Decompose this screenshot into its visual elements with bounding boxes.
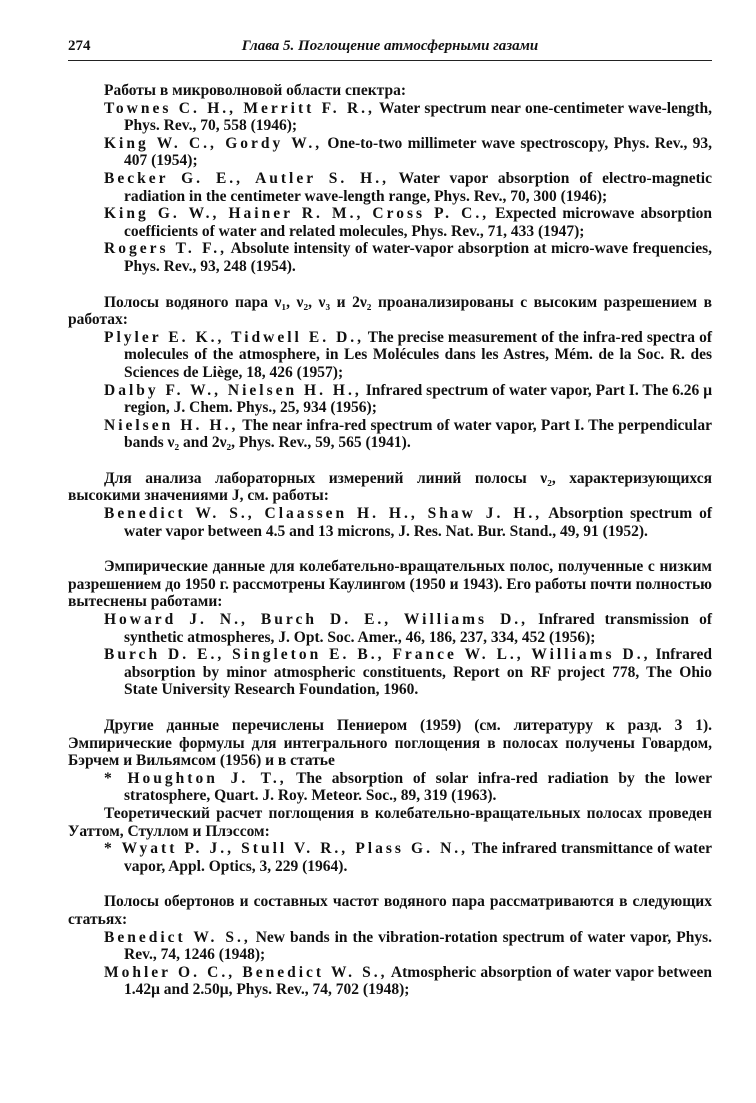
section-intro: Полосы обертонов и составных частот водяного пара рассматриваются в следующих статьях:: [68, 893, 712, 928]
reference: [68, 417, 712, 452]
reference: [68, 205, 712, 240]
reference-authors: * Wyatt P. J., Stull V. R., Plass G. N.,: [104, 840, 469, 858]
reference-text: Water spectrum near one-centimeter wave-length, Phys. Rev., 70, 558 (1946);: [124, 99, 713, 135]
running-title: Глава 5. Поглощение атмосферными газами: [241, 38, 539, 54]
reference-text: Atmospheric absorption of water vapor between 1.42μ and 2.50μ, Phys. Rev., 74, 702 (1948);: [124, 963, 712, 999]
reference: [68, 329, 712, 382]
reference-authors: * Houghton J. T.,: [104, 769, 287, 787]
section-intro: Для анализа лабораторных измерений линий полосы ν₂, характеризующихся высокими значениями J, см. работы:: [68, 469, 712, 505]
reference-authors: Benedict W. S.,: [104, 928, 251, 946]
reference-text: Absolute intensity of water-vapor absorption at micro-wave frequencies, Phys. Rev., 93, 248 (1954).: [124, 240, 712, 275]
section-intro: Полосы водяного пара ν₁, ν₂, ν₃ и 2ν₂ проанализированы с высоким разрешением в работах:: [68, 293, 712, 329]
reference: [68, 170, 712, 205]
section-outro: Теоретический расчет поглощения в колебательно-вращательных полосах проведен Уаттом, Стуллом и Плэссом:: [68, 804, 712, 840]
reference-text: New bands in the vibration-rotation spectrum of water vapor, Phys. Rev., 74, 1246 (1948);: [124, 928, 712, 964]
reference-text: The infrared transmittance of water vapor, Appl. Optics, 3, 229 (1964).: [124, 840, 712, 875]
reference-authors: Burch D. E., Singleton E. B., France W. L., Williams D.,: [104, 646, 651, 664]
page-number: 274: [68, 38, 91, 54]
reference-authors: King W. C., Gordy W.,: [104, 134, 323, 152]
reference: [68, 505, 712, 540]
section-intro: Работы в микроволновой области спектра:: [104, 82, 406, 99]
reference-authors: Dalby F. W., Nielsen H. H.,: [104, 381, 362, 399]
reference-text: Water vapor absorption of electro-magnetic radiation in the centimeter wave-length range, Phys. Rev., 70, 300 (1946);: [124, 169, 712, 205]
section-intro: Эмпирические данные для колебательно-вращательных полос, полученные с низким разрешением до 1950 г. рассмотрены Каулингом (1950 и 1943). Его работы почти полностью вытеснены работами:: [68, 558, 712, 611]
page-body: [68, 82, 712, 999]
reference-text: Infrared spectrum of water vapor, Part I. The 6.26 μ region, J. Chem. Phys., 25, 934 (1956);: [124, 381, 712, 417]
reference: [68, 135, 712, 170]
reference-authors: King G. W., Hainer R. M., Cross P. C.,: [104, 205, 490, 223]
reference-text: The precise measurement of the infra-red spectra of molecules of the atmosphere, in Les Molécules dans les Astres, Mém. de la Soc. R. des Sciences de Liège, 18, 426 (1957);: [124, 328, 712, 381]
reference: [68, 929, 712, 964]
reference-authors: Becker G. E., Autler S. H.,: [104, 169, 389, 187]
reference: [68, 100, 712, 135]
reference-authors: Mohler O. C., Benedict W. S.,: [104, 963, 388, 981]
reference-authors: Townes C. H., Merritt F. R.,: [104, 99, 375, 117]
reference-text: Infrared absorption by minor atmospheric constituents, Report on RF project 778, The Ohio State University Research Foundation, 1960.: [124, 646, 713, 699]
section-intro: Другие данные перечислены Пениером (1959) (см. литературу к разд. 3 1). Эмпирические формулы для интегрального поглощения в полосах получены Говардом, Бэрчем и Вильямсом (1956) и в статье: [68, 717, 712, 770]
reference: [68, 382, 712, 417]
reference: [68, 964, 712, 999]
reference-text: One-to-two millimeter wave spectroscopy, Phys. Rev., 93, 407 (1954);: [124, 134, 713, 170]
reference-authors: Howard J. N., Burch D. E., Williams D.,: [104, 611, 529, 629]
reference-text: The near infra-red spectrum of water vapor, Part I. The perpendicular bands ν₂ and 2ν₂, Phys. Rev., 59, 565 (1941).: [124, 416, 712, 452]
reference-authors: Benedict W. S., Claassen H. H., Shaw J. H.,: [104, 505, 543, 523]
reference: [68, 770, 712, 805]
reference: [68, 840, 712, 875]
reference-text: Infrared transmission of synthetic atmospheres, J. Opt. Soc. Amer., 46, 186, 237, 334, 452 (1956);: [124, 611, 712, 646]
reference-text: Absorption spectrum of water vapor between 4.5 and 13 microns, J. Res. Nat. Bur. Stand., 49, 91 (1952).: [124, 505, 712, 540]
reference-authors: Rogers T. F.,: [104, 240, 227, 258]
reference-text: The absorption of solar infra-red radiation by the lower stratosphere, Quart. J. Roy. Meteor. Soc., 89, 319 (1963).: [124, 769, 712, 805]
reference: [68, 646, 712, 699]
reference-authors: Nielsen H. H.,: [104, 416, 239, 434]
reference: [68, 611, 712, 646]
page-header: [68, 38, 712, 61]
reference: [68, 240, 712, 275]
reference-authors: Plyler E. K., Tidwell E. D.,: [104, 328, 365, 346]
reference-text: Expected microwave absorption coefficients of water and related molecules, Phys. Rev., 71, 433 (1947);: [124, 205, 712, 240]
